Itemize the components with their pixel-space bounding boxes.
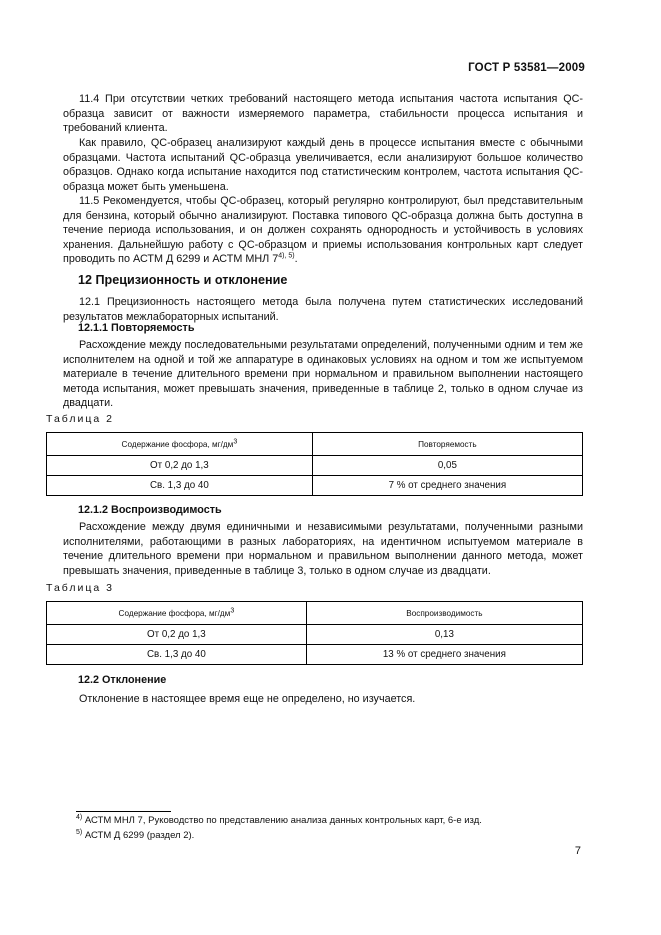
paragraph-11-5: [63, 194, 583, 267]
table-header-row: [47, 433, 583, 456]
table-cell: От 0,2 до 1,3: [47, 456, 313, 476]
table-row: [47, 625, 583, 645]
footnote-5: $^{5)}$ АСТМ Д 6299 (раздел 2).: [76, 828, 195, 841]
table-cell: 0,05: [312, 456, 582, 476]
table-2-caption: Таблица 2: [46, 413, 114, 425]
table-header-cell: Содержание фосфора, $мг/дм^3$: [47, 433, 313, 456]
section-12-2-heading: 12.2 Отклонение: [78, 674, 167, 686]
footnote-refs: 4), 5): [278, 252, 295, 260]
paragraph-11-5-text: 11.5 Рекомендуется, чтобы QC-образец, который регулярно контролируют, был представительным для бензина, который обычно анализируют. Поставка типового QC-образца должна быть доступна в течение периода использования, и он должен сохранять однородность и устойчивость в условиях хранения. Дальнейшую работу с QC-образцом и приемы использования контрольных карт следует проводить по АСТМ Д 6299 и АСТМ МНЛ 7: [63, 195, 583, 265]
section-12-1-1-heading: 12.1.1 Повторяемость: [78, 322, 195, 334]
table-cell: От 0,2 до 1,3: [47, 625, 307, 645]
footnote-divider: [76, 811, 171, 812]
page-number: 7: [574, 845, 581, 857]
section-12-heading: 12 Прецизионность и отклонение: [78, 273, 288, 287]
table-row: [47, 456, 583, 476]
paragraph-12-1-1: Расхождение между последовательными результатами определений, полученными одним и тем же исполнителем на одной и той же аппаратуре в одинаковых условиях на одном и том же испытуемом материале в течение длительного времени при нормальном и правильном выполнении настоящего метода испытания, может превышать значения, приведенные в таблице 2, только в одном случае из двадцати.: [63, 339, 583, 409]
paragraph-12-2: Отклонение в настоящее время еще не определено, но изучается.: [79, 693, 416, 705]
section-12-1-2-heading: 12.1.2 Воспроизводимость: [78, 504, 222, 516]
table-row: [47, 645, 583, 665]
paragraph-11-5-end: .: [294, 253, 298, 265]
table-3: [46, 601, 583, 665]
document-id: ГОСТ Р 53581—2009: [468, 62, 585, 74]
table-header-cell: Повторяемость: [312, 433, 582, 456]
footnote-4: $^{4)}$ АСТМ МНЛ 7, Руководство по представлению анализа данных контрольных карт, 6-е изд.: [76, 813, 482, 826]
paragraph-qc-frequency: Как правило, QC-образец анализируют каждый день в процессе испытания вместе с обычными образцами. Частота испытаний QC-образца увеличивается, если анализируют большое количество образцов. Однако когда испытание находится под статистическим контролем, частота испытания QC-образца может быть уменьшена.: [63, 137, 583, 193]
paragraph-12-1-2: Расхождение между двумя единичными и независимыми результатами, полученными разными исполнителями, работающими в разных лабораториях, на идентичном испытуемом материале в течение длительного времени при нормальном и правильном выполнении данного метода, может превышать значения, приведенные в таблице 3, только в одном случае из двадцати.: [63, 521, 583, 577]
table-row: [47, 476, 583, 496]
table-2: [46, 432, 583, 496]
table-cell: Св. 1,3 до 40: [47, 645, 307, 665]
table-3-caption: Таблица 3: [46, 582, 114, 594]
table-header-cell: Воспроизводимость: [306, 602, 582, 625]
paragraph-11-4: 11.4 При отсутствии четких требований настоящего метода испытания частота испытания QC-образца зависит от важности измеряемого параметра, стабильности процесса испытания и требований клиента.: [63, 93, 583, 134]
table-cell: Св. 1,3 до 40: [47, 476, 313, 496]
table-cell: 0,13: [306, 625, 582, 645]
table-cell: 7 % от среднего значения: [312, 476, 582, 496]
table-header-cell: Содержание фосфора, $мг/дм^3$: [47, 602, 307, 625]
paragraph-12-1: 12.1 Прецизионность настоящего метода была получена путем статистических исследований результатов межлабораторных испытаний.: [63, 296, 583, 323]
table-cell: 13 % от среднего значения: [306, 645, 582, 665]
table-header-row: [47, 602, 583, 625]
